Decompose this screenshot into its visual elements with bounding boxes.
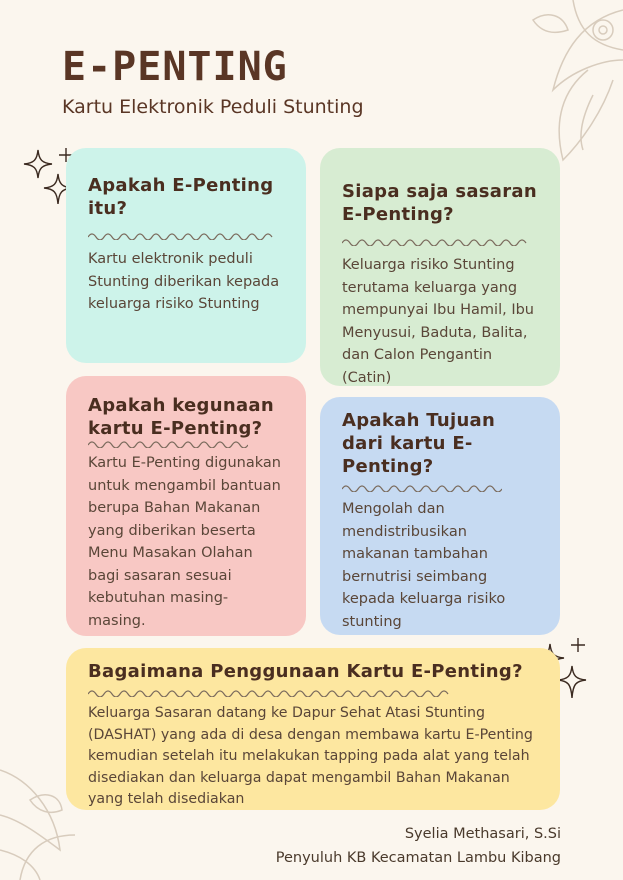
squiggle-divider-icon bbox=[88, 687, 453, 697]
card-heading: Apakah Tujuan dari kartu E-Penting? bbox=[342, 410, 496, 477]
card-heading: Apakah kegunaan kartu E-Penting? bbox=[88, 395, 274, 439]
card-body: Kartu E-Penting digunakan untuk mengambil bantuan berupa Bahan Makanan yang diberikan beserta Menu Masakan Olahan bagi sasaran sesuai kebutuhan masing-masing. bbox=[88, 455, 281, 629]
card-body: Keluarga risiko Stunting terutama keluarga yang mempunyai Ibu Hamil, Ibu Menyusui, Baduta, Balita, dan Calon Pengantin (Catin) bbox=[342, 257, 534, 386]
card-target bbox=[320, 148, 560, 386]
card-how-to-use bbox=[66, 648, 560, 810]
card-body: Keluarga Sasaran datang ke Dapur Sehat Atasi Stunting (DASHAT) yang ada di desa dengan membawa kartu E-Penting kemudian setelah itu melakukan tapping pada alat yang telah disediakan dan keluarga dapat mengambil Bahan Makanan yang telah disediakan bbox=[88, 705, 533, 807]
card-heading: Bagaimana Penggunaan Kartu E-Penting? bbox=[88, 661, 523, 682]
card-usage bbox=[66, 376, 306, 636]
card-what-is bbox=[66, 148, 306, 363]
author-name: Syelia Methasari, S.Si bbox=[404, 826, 561, 842]
squiggle-divider-icon bbox=[342, 482, 502, 492]
squiggle-divider-icon bbox=[342, 236, 527, 246]
card-body: Mengolah dan mendistribusikan makanan tambahan bernutrisi seimbang kepada keluarga risiko stunting bbox=[342, 501, 506, 630]
author-role: Penyuluh KB Kecamatan Lambu Kibang bbox=[275, 850, 561, 866]
card-heading: Siapa saja sasaran E-Penting? bbox=[342, 181, 537, 225]
page-subtitle: Kartu Elektronik Peduli Stunting bbox=[62, 96, 364, 118]
page-title: E-PENTING bbox=[62, 44, 288, 90]
squiggle-divider-icon bbox=[88, 230, 273, 240]
card-heading: Apakah E-Penting itu? bbox=[88, 175, 274, 219]
card-purpose bbox=[320, 397, 560, 635]
card-body: Kartu elektronik peduli Stunting diberikan kepada keluarga risiko Stunting bbox=[88, 251, 280, 312]
